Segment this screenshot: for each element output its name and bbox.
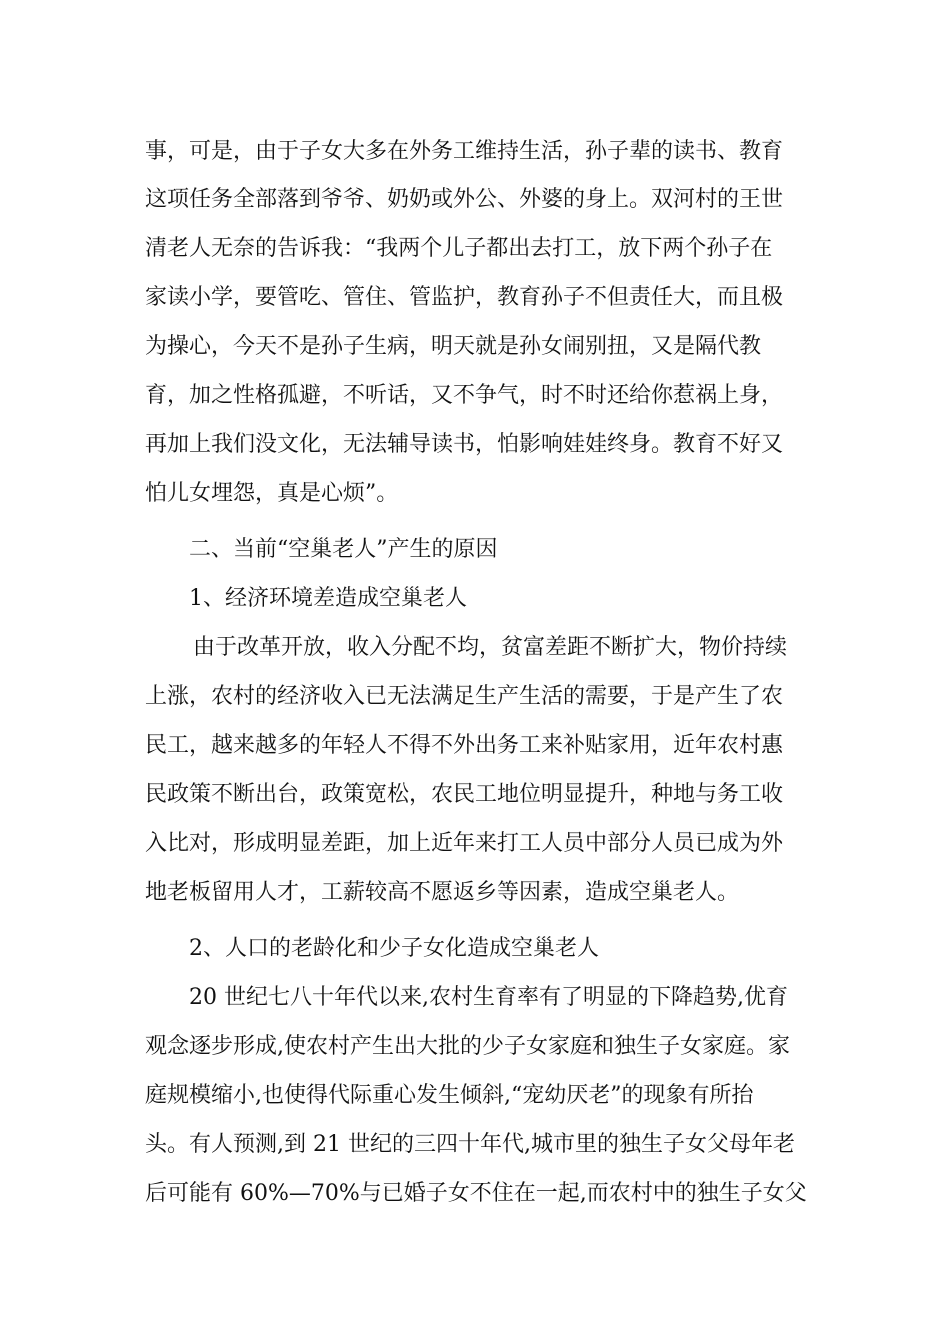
text-line-12: 上涨，农村的经济收入已无法满足生产生活的需要，于是产生了农 [145, 684, 784, 709]
text-line-2: 这项任务全部落到爷爷、奶奶或外公、外婆的身上。双河村的王世 [145, 187, 784, 212]
text-line-15: 入比对，形成明显差距，加上近年来打工人员中部分人员已成为外 [145, 831, 784, 856]
section-heading: 二、当前“空巢老人”产生的原因 [189, 537, 498, 562]
text-line-8: 怕儿女埋怨，真是心烦”。 [145, 481, 399, 506]
text-line-13: 民工，越来越多的年轻人不得不外出务工来补贴家用，近年农村惠 [145, 733, 784, 758]
text-line-4: 家读小学，要管吃、管住、管监护，教育孙子不但责任大，而且极 [145, 285, 784, 310]
text-line-14: 民政策不断出台，政策宽松，农民工地位明显提升，种地与务工收 [145, 782, 784, 807]
text-line-16: 地老板留用人才，工薪较高不愿返乡等因素，造成空巢老人。 [145, 880, 740, 905]
text-line-22: 后可能有 60%—70%与已婚子女不住在一起,而农村中的独生子女父 [145, 1181, 807, 1206]
text-line-5: 为操心，今天不是孙子生病，明天就是孙女闹别扭，又是隔代教 [145, 334, 762, 359]
text-line-20: 庭规模缩小,也使得代际重心发生倾斜,“宠幼厌老”的现象有所抬 [145, 1083, 754, 1108]
text-line-19: 观念逐步形成,使农村产生出大批的少子女家庭和独生子女家庭。家 [145, 1034, 790, 1059]
text-line-1: 事，可是，由于子女大多在外务工维持生活，孙子辈的读书、教育 [145, 139, 784, 164]
text-line-21: 头。有人预测,到 21 世纪的三四十年代,城市里的独生子女父母年老 [145, 1132, 795, 1157]
text-line-7: 再加上我们没文化，无法辅导读书，怕影响娃娃终身。教育不好又 [145, 432, 784, 457]
text-line-3: 清老人无奈的告诉我：“我两个儿子都出去打工，放下两个孙子在 [145, 236, 773, 261]
text-line-6: 育，加之性格孤避，不听话，又不争气，时不时还给你惹祸上身， [145, 383, 784, 408]
subsection-heading-2: 2、人口的老龄化和少子女化造成空巢老人 [189, 936, 599, 961]
text-line-18: 20 世纪七八十年代以来,农村生育率有了明显的下降趋势,优育 [189, 985, 788, 1010]
subsection-heading-1: 1、经济环境差造成空巢老人 [189, 586, 467, 611]
text-line-11: 由于改革开放，收入分配不均，贫富差距不断扩大，物价持续 [193, 635, 788, 660]
